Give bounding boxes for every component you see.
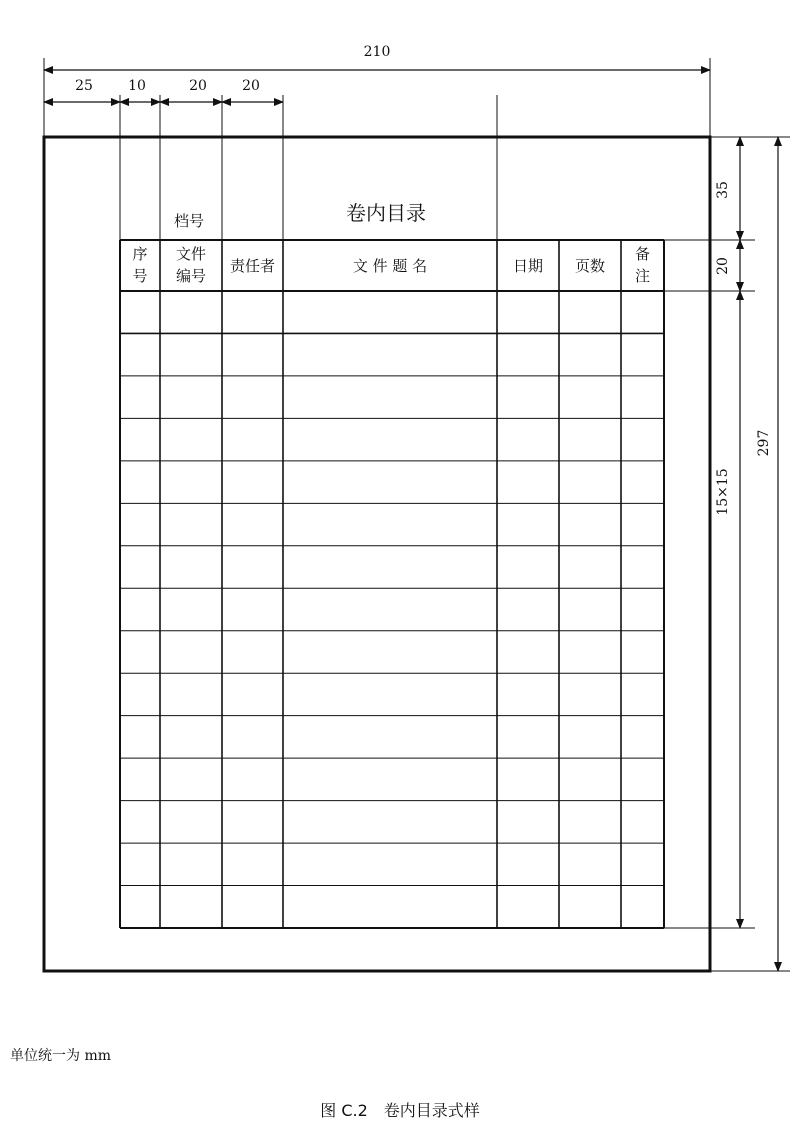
column-header: 文 件 题 名	[352, 257, 428, 275]
dim-label-rows: 15×15	[715, 468, 731, 516]
column-header: 文件	[175, 245, 207, 263]
dim-label-header-height: 20	[715, 257, 731, 275]
column-header: 号	[132, 267, 148, 285]
column-header: 序	[132, 245, 148, 263]
column-header: 编号	[175, 267, 207, 285]
column-header: 页数	[574, 257, 606, 275]
figure-caption: 图 C.2 卷内目录式样	[320, 1101, 480, 1120]
archive-no-label: 档号	[173, 212, 205, 230]
extension-lines	[44, 58, 790, 971]
column-header: 注	[634, 267, 651, 285]
catalog-table	[120, 240, 664, 928]
dim-label-col-seq: 10	[128, 78, 146, 94]
column-header: 责任者	[229, 257, 276, 275]
column-header: 备	[634, 245, 651, 263]
column-header: 日期	[512, 257, 544, 275]
unit-note: 单位统一为 mm	[10, 1048, 112, 1064]
dim-label-col-fileno: 20	[189, 78, 207, 94]
dim-label-page-height: 297	[756, 429, 772, 457]
dim-label-col-person: 20	[242, 78, 260, 94]
dim-label-left-margin: 25	[75, 78, 93, 94]
dim-label-top-margin: 35	[715, 181, 731, 199]
form-title: 卷内目录	[346, 201, 426, 225]
dim-label-page-width: 210	[363, 44, 391, 60]
